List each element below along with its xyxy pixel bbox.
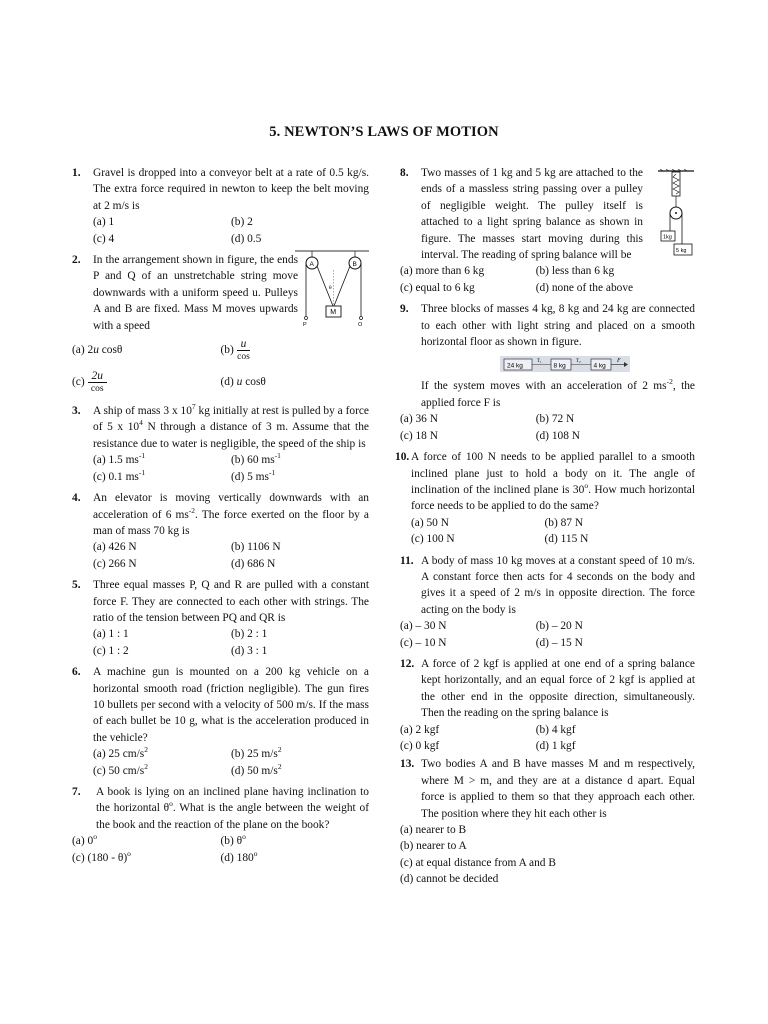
question-number: 2. xyxy=(72,254,81,267)
options xyxy=(400,722,695,755)
spring-balance-figure xyxy=(656,169,696,261)
question-text: Three equal masses P, Q and R are pulled with a constant force F. They are connected to each other with strings. The ratio of the tension between PQ and QR is xyxy=(93,579,369,624)
question-text: A body of mass 10 kg moves at a constant speed of 10 m/s. A constant force then acts for 4 seconds on the body and gives it a speed of 2 m/s in opposite direction. The force acting on the body is xyxy=(421,554,695,616)
option-a[interactable]: (a) 1 xyxy=(93,216,115,229)
options xyxy=(411,515,695,548)
question-10 xyxy=(395,449,695,547)
block-8kg: 8 kg xyxy=(553,362,566,370)
question-8 xyxy=(400,165,695,296)
question-12 xyxy=(400,656,695,754)
option-d[interactable]: (d) 50 $m/s^2$ xyxy=(231,761,282,777)
left-column xyxy=(72,165,369,871)
force-label: F xyxy=(617,358,621,365)
option-c[interactable]: (c) 0 kgf xyxy=(400,740,440,752)
option-d[interactable]: (d) – 15 N xyxy=(535,636,583,649)
question-6 xyxy=(72,664,369,779)
angle-label: θ xyxy=(329,285,332,292)
option-d[interactable]: (d) 686 N xyxy=(231,557,276,570)
question-number: 8. xyxy=(400,167,409,179)
option-c[interactable]: (c) 50 $cm/s^2$ xyxy=(93,761,148,777)
option-c[interactable]: (c) (180 - θ)$^o$ xyxy=(72,848,131,864)
question-7 xyxy=(72,784,369,866)
question-number: 1. xyxy=(72,167,81,179)
question-number: 3. xyxy=(72,405,81,418)
option-a[interactable]: (a) nearer to B xyxy=(400,824,467,837)
question-number: 12. xyxy=(400,657,415,670)
option-c[interactable]: (c) 100 N xyxy=(411,533,455,546)
option-a[interactable]: (a) 25 $cm/s^2$ xyxy=(93,745,148,761)
question-number: 9. xyxy=(400,303,409,316)
option-b[interactable]: (b) 25 $m/s^2$ xyxy=(231,745,282,761)
question-number: 13. xyxy=(400,758,415,771)
options xyxy=(400,618,695,651)
option-d[interactable]: (d) u cosθ xyxy=(220,375,266,388)
option-c[interactable]: (c) 4 xyxy=(93,232,115,245)
option-b[interactable]: (b) $\frac{u}{\cos}$ xyxy=(220,337,250,362)
option-b[interactable]: (b) less than 6 kg xyxy=(535,265,615,278)
options xyxy=(93,626,369,659)
question-2 xyxy=(72,252,369,398)
block-24kg: 24 kg xyxy=(507,362,523,370)
tension-1: T₁ xyxy=(537,359,542,365)
mass-5kg-label: 5 kg xyxy=(676,248,687,254)
options xyxy=(93,452,369,485)
page-title: 5. NEWTON’S LAWS OF MOTION xyxy=(269,124,499,140)
options xyxy=(72,334,369,398)
option-a[interactable]: (a) 0$^o$ xyxy=(72,832,97,848)
option-d[interactable]: (d) 0.5 xyxy=(231,232,262,245)
question-1 xyxy=(72,165,369,247)
options xyxy=(400,411,695,444)
question-text: Gravel is dropped into a conveyor belt at a rate of 0.5 kg/s. The extra force required in newton to keep the belt moving at 2 m/s is xyxy=(93,167,369,212)
block-4kg: 4 kg xyxy=(593,362,606,370)
question-number: 10. xyxy=(395,451,410,464)
option-c[interactable]: (c) 1 : 2 xyxy=(93,644,129,657)
question-number: 5. xyxy=(72,579,81,592)
option-c[interactable]: (c) 0.1 $ms^{-1}$ xyxy=(93,467,146,483)
mass-1kg-label: 1kg xyxy=(663,234,672,241)
label-A: A xyxy=(309,261,314,269)
option-b[interactable]: (b) – 20 N xyxy=(535,620,583,633)
question-5 xyxy=(72,577,369,659)
option-b[interactable]: (b) $\theta^o$ xyxy=(220,832,246,848)
option-d[interactable]: (d) cannot be decided xyxy=(400,873,499,886)
option-d[interactable]: (d) 1 kgf xyxy=(535,740,576,752)
options xyxy=(400,263,695,296)
question-text: A ship of mass 3 x $10^7$ kg initially at rest is pulled by a force of 5 x $10^4$ N through a distance of 3 m. Assume that the resistance due to water is negligible, the speed of the ship is xyxy=(93,402,369,450)
question-text: Two bodies A and B have masses M and m respectively, where M > m, and they are at a distance d apart. Equal force is applied to them so that they approach each other. The position where they hit each other is xyxy=(421,758,695,820)
question-9 xyxy=(400,301,695,444)
option-b[interactable]: (b) 2 xyxy=(231,216,253,229)
option-d[interactable]: (d) 108 N xyxy=(535,429,580,442)
label-B: B xyxy=(352,261,357,269)
option-c[interactable]: (c) equal to 6 kg xyxy=(400,281,475,294)
option-a[interactable]: (a) – 30 N xyxy=(400,620,447,633)
option-a[interactable]: (a) 2u cosθ xyxy=(72,343,123,356)
question-text: A book is lying on an inclined plane having inclination to the horizontal $\theta^o$. What is the angle between the weight of the book and the reaction of the plane on the book? xyxy=(96,786,369,831)
option-a[interactable]: (a) more than 6 kg xyxy=(400,265,485,278)
question-13 xyxy=(400,756,695,887)
options xyxy=(72,833,369,866)
option-c[interactable]: (c) at equal distance from A and B xyxy=(400,856,556,869)
label-M: M xyxy=(330,309,337,317)
option-b[interactable]: (b) nearer to A xyxy=(400,840,467,853)
question-text: An elevator is moving vertically downwards with an acceleration of 6 $ms^{-2}$. The force exerted on the floor by a man of mass 70 kg is xyxy=(93,492,369,537)
option-b[interactable]: (b) 72 N xyxy=(535,413,575,426)
option-d[interactable]: (d) none of the above xyxy=(535,281,634,294)
label-P: P xyxy=(303,322,307,327)
option-d[interactable]: (d) 5 $ms^{-1}$ xyxy=(231,467,276,483)
right-column xyxy=(395,165,695,893)
option-c[interactable]: (c) – 10 N xyxy=(400,636,447,649)
options xyxy=(93,539,369,572)
question-text: A force of 2 kgf is applied at one end of a spring balance kept horizontally, and an equal force of 2 kgf is applied at the other end in the opposite direction, simultaneously. Then the reading on the spring balance is xyxy=(421,657,695,720)
question-text: A machine gun is mounted on a 200 kg vehicle on a horizontal smooth road (friction negligible). The gun fires 10 bullets per second with a velocity of 500 m/s. If the mass of each bullet be 10 g, what is the acceleration produced in the vehicle? xyxy=(93,666,369,744)
pulley-figure xyxy=(293,250,371,326)
tension-2: T₂ xyxy=(576,359,581,365)
option-a[interactable]: (a) 50 N xyxy=(411,516,449,529)
option-c[interactable]: (c) $\frac{2u}{\cos}$ xyxy=(72,370,221,395)
question-4 xyxy=(72,490,369,572)
question-text: A force of 100 N needs to be applied parallel to a smooth inclined plane just to hold a body on it. The angle of inclination of the inclined plane is 30$^o$. How much horizontal force needs to be applied to do the same? xyxy=(411,451,695,513)
question-text: In the arrangement shown in figure, the ends P and Q of an unstretchable string move downwards with a uniform speed u. Pulleys A and B are fixed. Mass M moves upwards with a speed xyxy=(93,254,298,332)
question-11 xyxy=(400,553,695,651)
option-d[interactable]: (d) 3 : 1 xyxy=(231,644,268,657)
option-a[interactable]: (a) 36 N xyxy=(400,413,438,426)
question-number: 6. xyxy=(72,666,81,679)
option-b[interactable]: (b) 60 $ms^{-1}$ xyxy=(231,451,281,467)
option-d[interactable]: (d) 180$^o$ xyxy=(220,848,258,864)
option-b[interactable]: (b) 1106 N xyxy=(231,541,281,554)
question-3 xyxy=(72,403,369,485)
question-text: Two masses of 1 kg and 5 kg are attached to the ends of a massless string passing over a pulley of negligible weight. The pulley itself is attached to a light spring balance as shown in figure. The masses start moving during this interval. The reading of spring balance will be xyxy=(421,167,643,262)
option-c[interactable]: (c) 18 N xyxy=(400,429,438,442)
option-a[interactable]: (a) 1.5 $ms^{-1}$ xyxy=(93,451,146,467)
question-text-2: If the system moves with an acceleration of 2 $ms^{-2}$, the applied force F is xyxy=(421,377,695,409)
option-b[interactable]: (b) 4 kgf xyxy=(535,723,576,736)
options xyxy=(400,822,695,888)
question-number: 7. xyxy=(72,786,81,798)
question-number: 4. xyxy=(72,492,81,505)
option-a[interactable]: (a) 426 N xyxy=(93,541,137,554)
option-d[interactable]: (d) 115 N xyxy=(544,533,589,546)
question-number: 11. xyxy=(400,554,414,567)
options xyxy=(93,214,369,247)
option-c[interactable]: (c) 266 N xyxy=(93,557,137,570)
option-b[interactable]: (b) 2 : 1 xyxy=(231,628,268,641)
question-text: Three blocks of masses 4 kg, 8 kg and 24 kg are connected to each other with light string and placed on a smooth horizontal floor as shown in figure. xyxy=(421,303,695,349)
label-Q: Q xyxy=(358,322,363,327)
blocks-figure xyxy=(500,355,630,373)
option-a[interactable]: (a) 2 kgf xyxy=(400,723,440,736)
options xyxy=(93,746,369,779)
option-b[interactable]: (b) 87 N xyxy=(544,516,584,529)
option-a[interactable]: (a) 1 : 1 xyxy=(93,628,129,641)
